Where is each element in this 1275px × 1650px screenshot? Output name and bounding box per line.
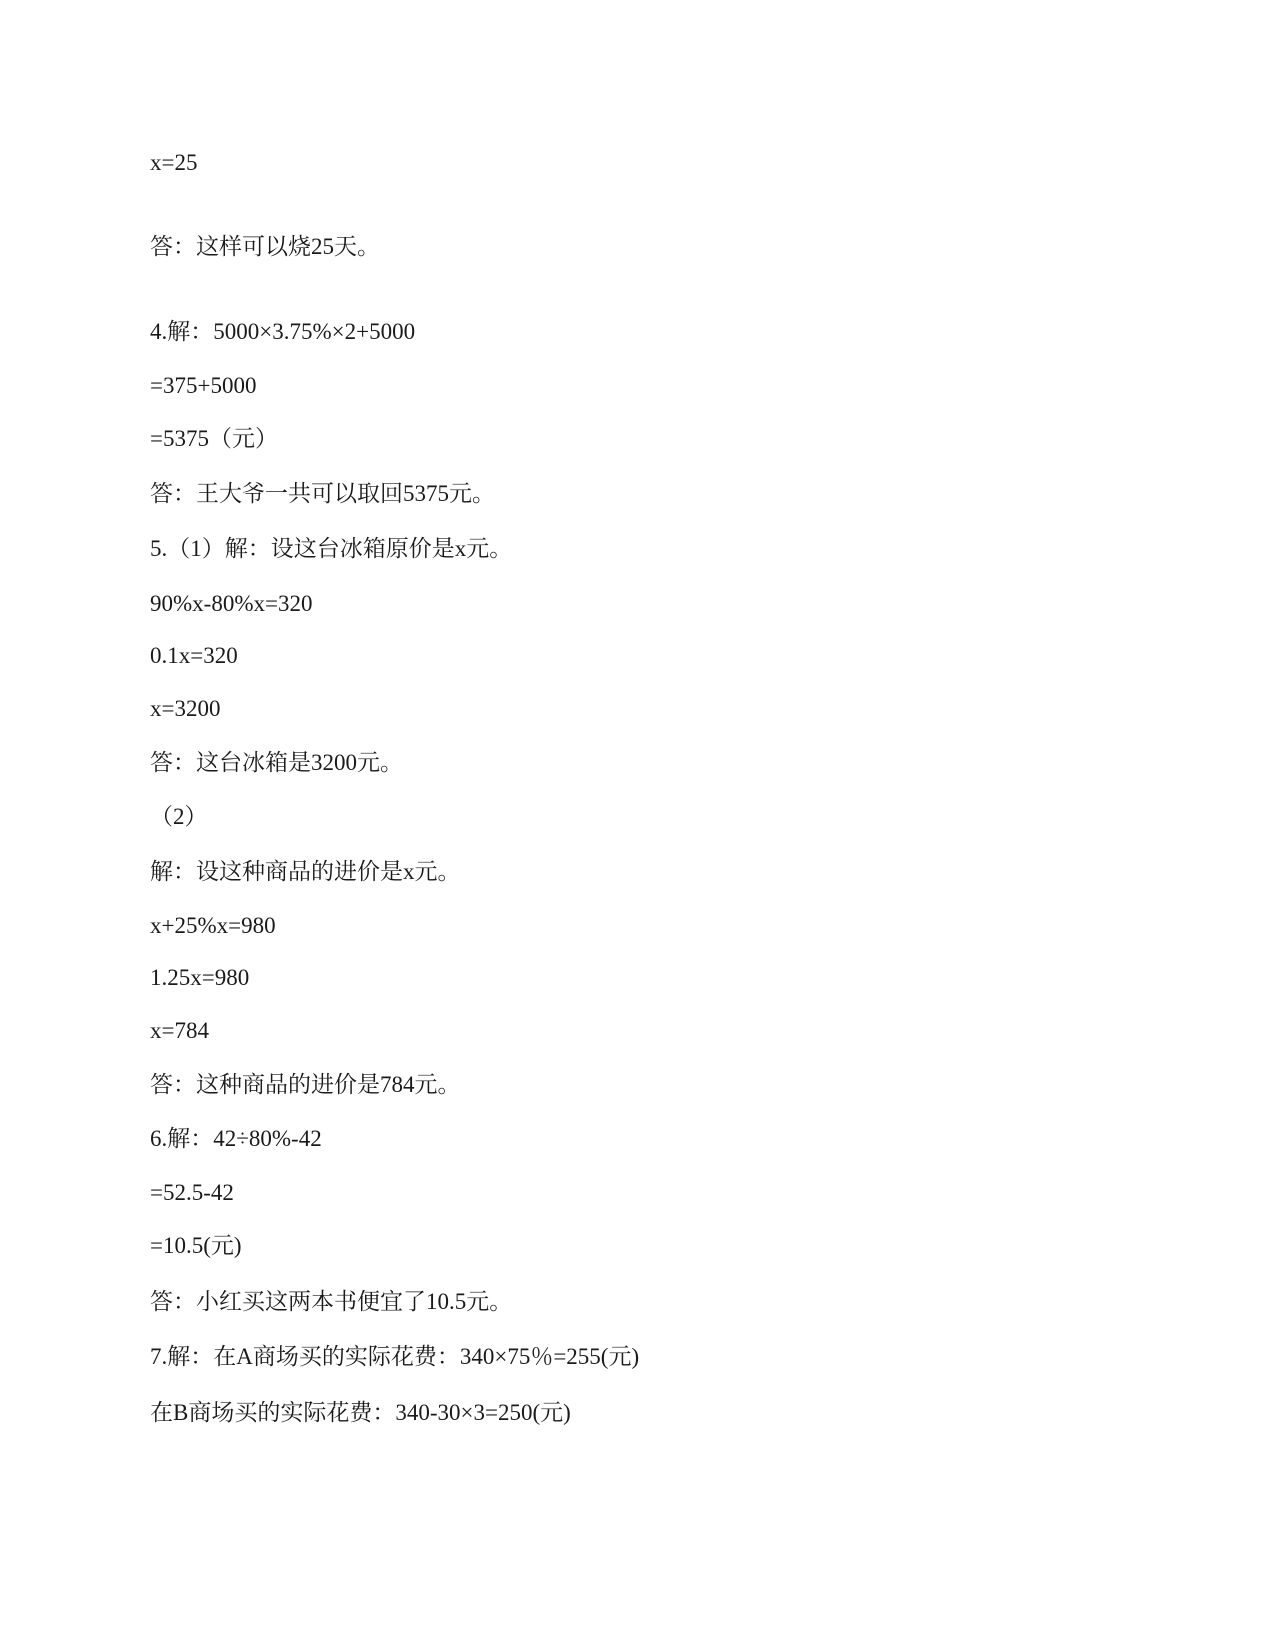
problem-5-heading: 5.（1）解：设这台冰箱原价是x元。 (150, 536, 513, 561)
text-line: x=25 (150, 150, 198, 175)
text-line: x=3200 (150, 696, 221, 721)
text-line: x=784 (150, 1018, 209, 1043)
text-line: x+25%x=980 (150, 913, 276, 938)
answer-line: 答：这种商品的进价是784元。 (150, 1072, 461, 1097)
text-line: 在B商场买的实际花费：340-30×3=250(元) (150, 1400, 571, 1425)
answer-line: 答：王大爷一共可以取回5375元。 (150, 481, 495, 506)
problem-6-heading: 6.解：42÷80%-42 (150, 1126, 322, 1151)
answer-line: 答：小红买这两本书便宜了10.5元。 (150, 1289, 513, 1314)
text-line: =375+5000 (150, 373, 257, 398)
answer-line: 答：这台冰箱是3200元。 (150, 750, 403, 775)
subproblem-heading: （2） (150, 804, 208, 829)
text-line: 1.25x=980 (150, 965, 250, 990)
answer-line: 答：这样可以烧25天。 (150, 234, 380, 259)
text-line: =52.5-42 (150, 1180, 234, 1205)
text-line: =10.5(元) (150, 1233, 242, 1258)
text-line: =5375（元） (150, 426, 278, 451)
problem-4-heading: 4.解：5000×3.75%×2+5000 (150, 319, 416, 344)
text-line: 90%x-80%x=320 (150, 591, 313, 616)
text-line: 0.1x=320 (150, 643, 238, 668)
problem-7-heading: 7.解：在A商场买的实际花费：340×75％=255(元) (150, 1344, 640, 1369)
text-line: 解：设这种商品的进价是x元。 (150, 859, 461, 884)
